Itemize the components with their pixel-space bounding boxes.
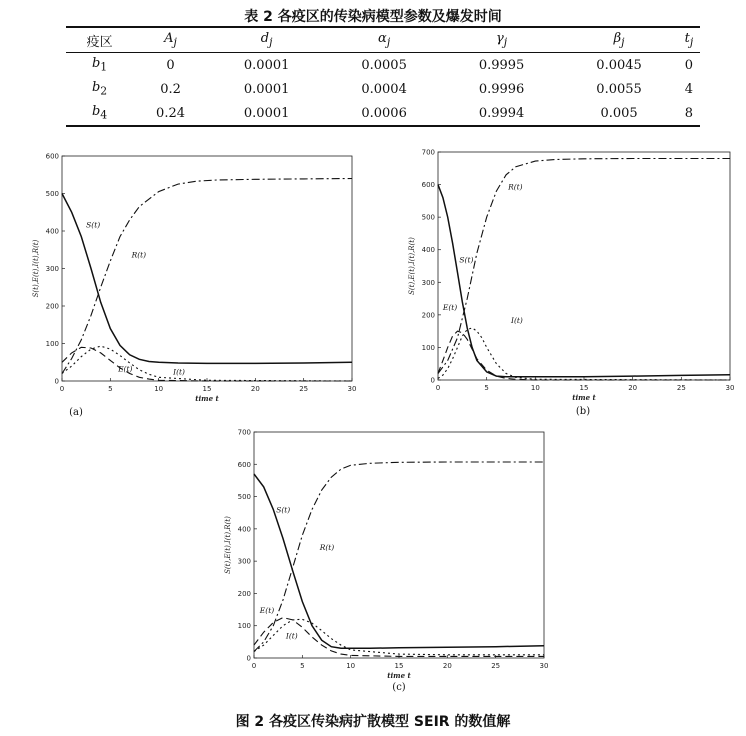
x-tick-label: 15: [202, 385, 212, 393]
y-tick-label: 0: [430, 376, 435, 385]
x-tick-label: 15: [579, 384, 589, 392]
series-label: S(t): [276, 505, 291, 515]
series-label: E(t): [118, 364, 133, 374]
table-header-d: $d_j$: [260, 31, 273, 49]
y-tick-label: 100: [45, 340, 59, 348]
x-tick-label: 10: [154, 385, 164, 393]
y-tick-label: 500: [421, 213, 435, 222]
x-tick-label: 30: [347, 385, 357, 393]
table-cell: 0.0001: [243, 57, 290, 73]
x-tick-label: 25: [676, 384, 686, 392]
table-cell: 8: [684, 105, 694, 121]
table-header-beta: $\beta_j$: [613, 31, 625, 49]
table-cell: 0.9995: [478, 57, 525, 73]
table-cell: 0.005: [600, 105, 638, 121]
table-cell: 0.0004: [361, 81, 407, 97]
x-tick-label: 20: [628, 384, 638, 392]
table-cell: 4: [684, 81, 694, 97]
chart-panel-c: [218, 424, 558, 700]
table-header-region: 疫区: [86, 34, 113, 50]
series-line-st: [62, 194, 352, 364]
y-tick-label: 200: [45, 302, 59, 311]
y-tick-label: 300: [421, 278, 435, 287]
table-cell: $b_1$: [91, 56, 108, 74]
y-tick-label: 100: [421, 343, 435, 352]
y-tick-label: 200: [421, 311, 435, 320]
table-header-alpha: $\alpha_j$: [378, 31, 391, 49]
x-tick-label: 0: [435, 384, 441, 392]
chart-b-svg: [402, 146, 742, 418]
panel-label: (c): [392, 682, 406, 693]
table-cell: $b_4$: [91, 104, 108, 122]
table-row: [66, 53, 700, 78]
chart-c-svg: [218, 424, 558, 700]
table-row: [66, 101, 700, 126]
table-cell: 0.0005: [361, 57, 407, 73]
series-label: I(t): [511, 316, 523, 325]
y-tick-label: 500: [45, 190, 59, 198]
y-tick-label: 700: [421, 148, 435, 157]
figure-caption: 图 2 各疫区传染病扩散模型 SEIR 的数值解: [235, 714, 511, 730]
plot-frame: [438, 152, 730, 380]
y-tick-label: 600: [237, 460, 251, 469]
chart-panel-b: [402, 146, 742, 418]
chart-a-svg: [26, 146, 366, 428]
y-tick-label: 400: [421, 246, 435, 255]
table-header-A: $A_j$: [164, 31, 177, 49]
chart-panel-a: [26, 146, 366, 428]
panel-label: (a): [69, 407, 83, 418]
x-tick-label: 20: [250, 385, 260, 393]
y-tick-label: 400: [45, 227, 59, 236]
table-cell: 0.0045: [596, 57, 642, 73]
x-tick-label: 20: [442, 662, 452, 670]
series-line-et: [438, 331, 730, 380]
series-label: I(t): [285, 631, 298, 641]
table-cell: 0: [684, 57, 694, 73]
x-tick-label: 5: [484, 384, 489, 392]
series-line-rt: [62, 179, 352, 377]
series-label: R(t): [319, 542, 335, 552]
table-cell: 0.0001: [243, 105, 290, 121]
table-header-t: $t_j$: [684, 31, 694, 49]
y-tick-label: 500: [237, 493, 251, 502]
x-tick-label: 25: [491, 662, 501, 670]
y-tick-label: 0: [246, 654, 251, 663]
y-tick-label: 700: [237, 428, 251, 437]
table-cell: 0.9994: [478, 105, 525, 121]
table-cell: $b_2$: [91, 80, 108, 98]
series-line-rt: [438, 159, 730, 374]
series-label: E(t): [442, 302, 458, 312]
table-row: [66, 77, 700, 101]
x-axis-label: time t: [195, 394, 219, 403]
x-tick-label: 10: [346, 662, 356, 670]
x-tick-label: 0: [251, 662, 257, 670]
series-label: E(t): [259, 605, 275, 615]
x-tick-label: 30: [539, 662, 549, 670]
series-line-it: [438, 328, 730, 380]
y-tick-label: 0: [54, 377, 59, 386]
parameter-table: [66, 26, 700, 127]
table-cell: 0.9996: [478, 81, 525, 97]
y-axis-label: S(t),E(t),I(t),R(t): [408, 237, 416, 295]
y-tick-label: 400: [237, 525, 251, 534]
table-title: 表 2 各疫区的传染病模型参数及爆发时间: [244, 9, 502, 25]
x-tick-label: 5: [108, 385, 113, 393]
x-tick-label: 10: [530, 384, 540, 392]
series-line-et: [62, 347, 352, 381]
y-tick-label: 300: [237, 557, 251, 566]
series-label: I(t): [173, 367, 186, 377]
x-tick-label: 5: [300, 662, 305, 670]
x-tick-label: 30: [725, 384, 735, 392]
y-tick-label: 600: [421, 181, 435, 190]
table-cell: 0.24: [156, 105, 185, 121]
series-label: S(t): [86, 220, 101, 230]
series-label: R(t): [131, 250, 147, 260]
x-axis-label: time t: [387, 671, 411, 680]
x-tick-label: 0: [59, 385, 65, 393]
series-line-st: [254, 474, 544, 648]
y-tick-label: 300: [45, 265, 59, 273]
table-cell: 0.2: [160, 81, 181, 97]
table-cell: 0.0006: [361, 105, 407, 121]
x-tick-label: 15: [394, 662, 404, 670]
table-cell: 0: [166, 57, 175, 73]
y-tick-label: 600: [45, 152, 59, 161]
y-tick-label: 100: [237, 622, 251, 631]
y-axis-label: S(t),E(t),I(t),R(t): [224, 516, 232, 574]
table-cell: 0.0055: [596, 81, 642, 97]
y-tick-label: 200: [237, 589, 251, 598]
x-axis-label: time t: [572, 393, 596, 402]
plot-frame: [62, 156, 352, 381]
table-header-gamma: $\gamma_j$: [496, 31, 508, 49]
series-label: R(t): [508, 182, 523, 192]
series-label: S(t): [459, 255, 474, 265]
series-line-st: [438, 185, 730, 377]
panel-label: (b): [575, 406, 591, 417]
table-cell: 0.0001: [243, 81, 290, 97]
x-tick-label: 25: [299, 385, 309, 393]
y-axis-label: S(t),E(t),I(t),R(t): [32, 239, 40, 298]
